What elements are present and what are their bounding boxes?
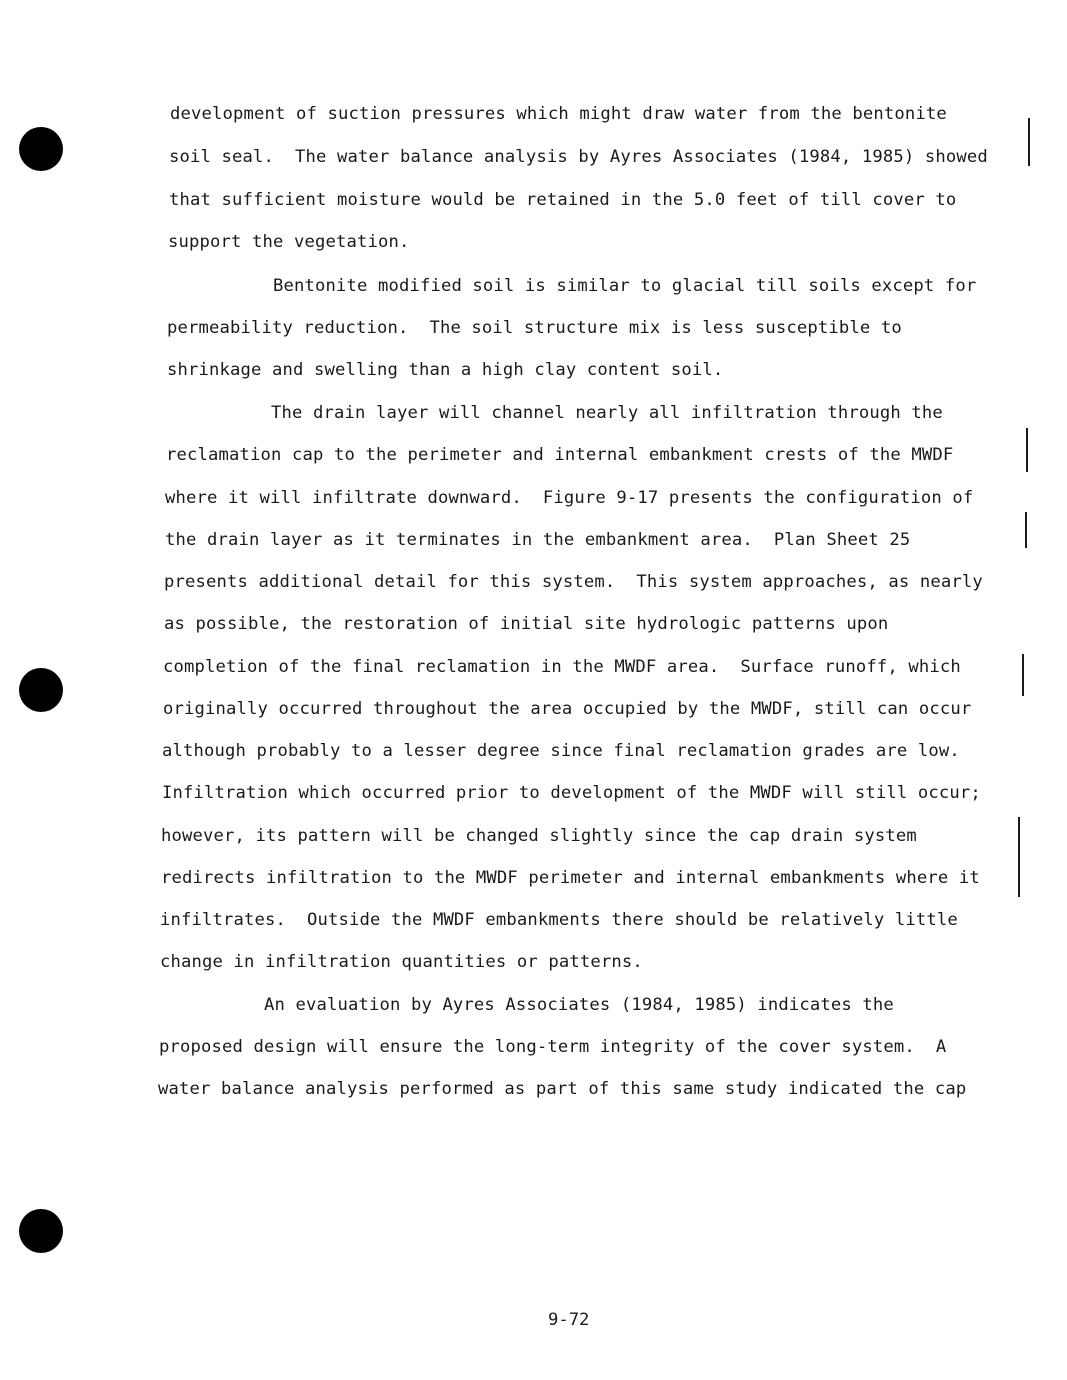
text-line: that sufficient moisture would be retained in the 5.0 feet of till cover to [169,190,957,210]
text-line: reclamation cap to the perimeter and internal embankment crests of the MWDF [166,445,954,465]
text-line: infiltrates. Outside the MWDF embankments there should be relatively little [160,910,958,930]
text-line: An evaluation by Ayres Associates (1984, 1985) indicates the [159,995,894,1015]
text-line: support the vegetation. [168,232,410,252]
page-number: 9-72 [548,1310,590,1330]
text-line: redirects infiltration to the MWDF perimeter and internal embankments where it [161,868,980,888]
text-line: however, its pattern will be changed slightly since the cap drain system [161,826,917,846]
text-line: as possible, the restoration of initial site hydrologic patterns upon [164,614,889,634]
text-line: development of suction pressures which might draw water from the bentonite [170,104,947,124]
change-bar [1018,817,1020,897]
change-bar [1022,654,1024,696]
punch-hole-bottom [19,1209,63,1253]
text-line: permeability reduction. The soil structure mix is less susceptible to [167,318,902,338]
text-line: presents additional detail for this system. This system approaches, as nearly [164,572,983,592]
text-line: water balance analysis performed as part of this same study indicated the cap [158,1079,967,1099]
text-line: although probably to a lesser degree since final reclamation grades are low. [162,741,960,761]
text-line: change in infiltration quantities or patterns. [160,952,643,972]
text-line: originally occurred throughout the area occupied by the MWDF, still can occur [163,699,972,719]
text-line: soil seal. The water balance analysis by Ayres Associates (1984, 1985) showed [169,147,988,167]
text-line: Bentonite modified soil is similar to glacial till soils except for [168,276,977,296]
punch-hole-middle [19,668,63,712]
text-line: where it will infiltrate downward. Figure 9-17 presents the configuration of [165,488,974,508]
change-bar [1028,118,1030,166]
text-line: completion of the final reclamation in the MWDF area. Surface runoff, which [163,657,961,677]
text-line: The drain layer will channel nearly all infiltration through the [166,403,943,423]
change-bar [1025,512,1027,548]
text-line: Infiltration which occurred prior to development of the MWDF will still occur; [162,783,981,803]
change-bar [1026,428,1028,472]
punch-hole-top [19,127,63,171]
text-line: shrinkage and swelling than a high clay content soil. [167,360,724,380]
text-line: the drain layer as it terminates in the embankment area. Plan Sheet 25 [165,530,911,550]
text-line: proposed design will ensure the long-term integrity of the cover system. A [159,1037,947,1057]
